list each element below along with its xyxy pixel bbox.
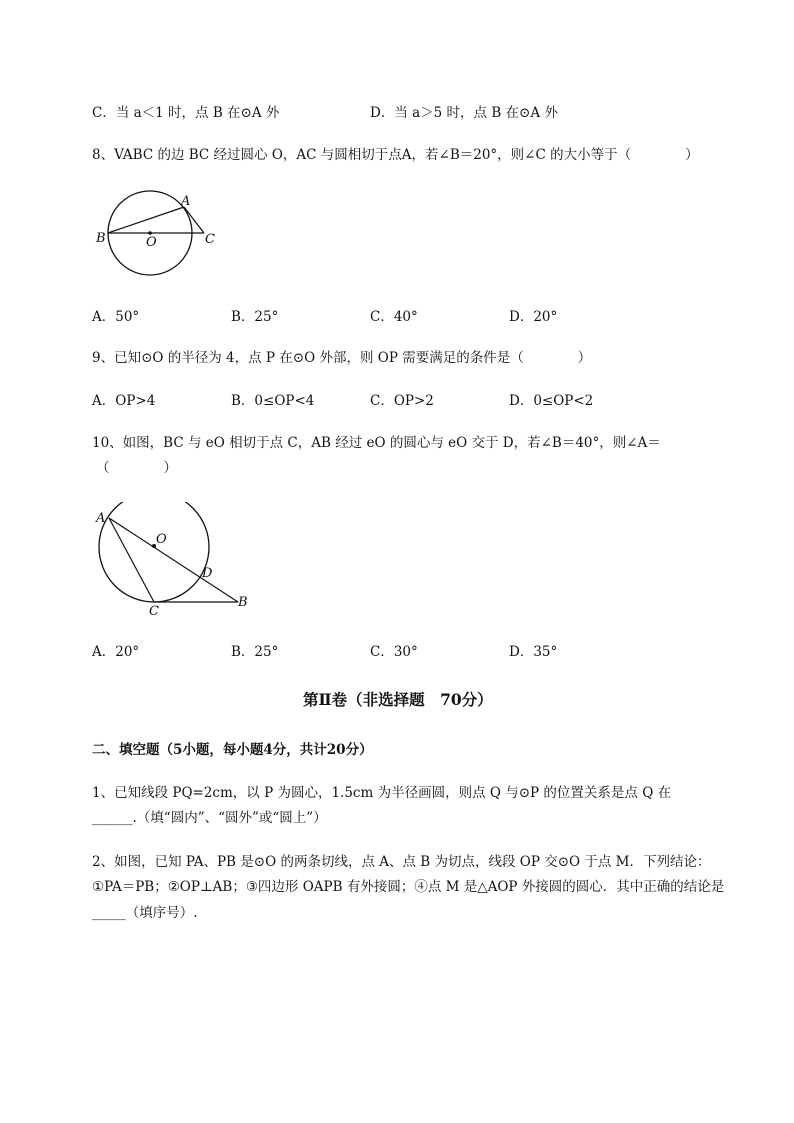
q7-option-c: C．当 a＜1 时，点 B 在⊙A 外 — [92, 105, 280, 121]
q10-stem: 10、如图，BC 与 eO 相切于点 C，AB 经过 eO 的圆心与 eO 交于 D，若∠B＝40°，则∠A＝ — [92, 435, 661, 451]
q9-option-b: B．0≤OP<4 — [231, 393, 315, 409]
section-heading: 二、填空题（5小题，每小题4分，共计20分） — [92, 742, 373, 758]
q8-option-a: A．50° — [92, 309, 140, 325]
fill2-line2: ①PA＝PB；②OP⊥AB；③四边形 OAPB 有外接圆；④点 M 是△AOP 外接圆的圆心．其中正确的结论是 — [92, 879, 725, 895]
q8-label-c: C — [205, 232, 215, 247]
q8-line-ba — [108, 207, 184, 233]
q8-label-o: O — [146, 235, 157, 250]
fill1-line2: ______.（填“圆内”、“圆外”或“圆上”） — [92, 810, 327, 826]
q10-label-o: O — [156, 532, 167, 547]
q10-option-d: D．35° — [509, 644, 558, 660]
q10-figure — [92, 502, 262, 622]
q10-option-a: A．20° — [92, 644, 140, 660]
q10-circle — [99, 502, 209, 602]
q8-label-a: A — [181, 194, 191, 209]
q10-label-c: C — [149, 604, 159, 619]
q9-option-c: C．OP>2 — [370, 393, 434, 409]
q9-option-d: D．0≤OP<2 — [509, 393, 594, 409]
fill1-line1: 1、已知线段 PQ=2cm，以 P 为圆心，1.5cm 为半径画圆，则点 Q 与⊙P 的位置关系是点 Q 在 — [92, 785, 672, 801]
q8-figure — [92, 186, 232, 276]
q10-option-b: B．25° — [231, 644, 279, 660]
q8-option-d: D．20° — [509, 309, 558, 325]
q10-label-a: A — [96, 511, 106, 526]
q7-option-d: D．当 a＞5 时，点 B 在⊙A 外 — [370, 105, 558, 121]
q10-line-ac — [109, 518, 154, 602]
q10-option-c: C．30° — [370, 644, 418, 660]
section-title: 第Ⅱ卷（非选择题 70分） — [303, 690, 493, 709]
q10-line-ab — [109, 518, 238, 602]
q8-label-b: B — [96, 231, 106, 246]
q10-label-d: D — [202, 566, 213, 581]
q8-line-ac — [184, 207, 204, 233]
q8-stem: 8、VABC 的边 BC 经过圆心 O，AC 与圆相切于点A，若∠B＝20°，则∠C 的大小等于（ ） — [92, 147, 699, 163]
q10-label-b: B — [238, 595, 248, 610]
q9-option-a: A．OP>4 — [92, 393, 156, 409]
fill2-line1: 2、如图，已知 PA、PB 是⊙O 的两条切线，点 A、点 B 为切点，线段 OP 交⊙O 于点 M．下列结论： — [92, 854, 711, 870]
q8-option-c: C．40° — [370, 309, 418, 325]
fill2-line3: _____（填序号）. — [92, 905, 198, 921]
q10-blank: （ ） — [96, 460, 177, 476]
q8-option-b: B．25° — [231, 309, 279, 325]
q9-stem: 9、已知⊙O 的半径为 4，点 P 在⊙O 外部，则 OP 需要满足的条件是（ ） — [92, 350, 592, 366]
